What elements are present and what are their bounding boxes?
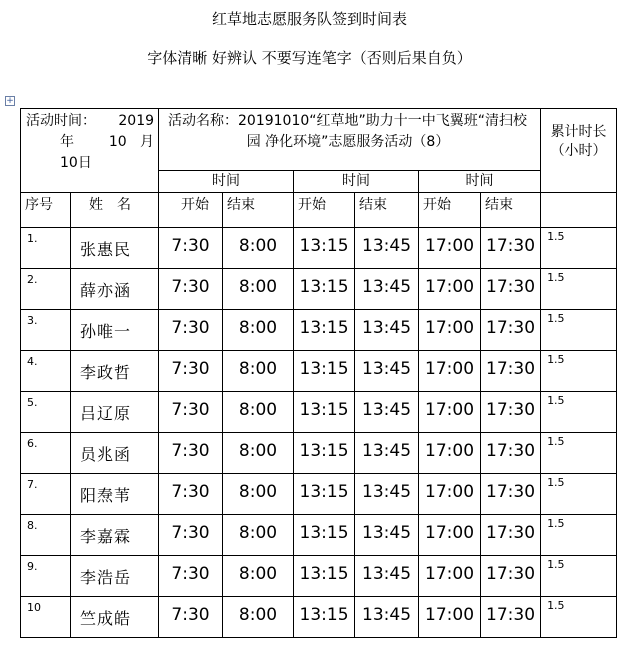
end-time-2: 13:45 (355, 474, 419, 515)
seq-cell: 6. (21, 433, 71, 474)
seq-cell: 1. (21, 228, 71, 269)
seq-cell: 10 (21, 597, 71, 638)
total-hours-blank (541, 193, 617, 228)
end-time-1: 8:00 (223, 228, 294, 269)
start-time-3: 17:00 (419, 515, 481, 556)
seq-cell: 9. (21, 556, 71, 597)
activity-name-line2: 园 净化环境”志愿服务活动（8） (246, 134, 450, 150)
end-time-1: 8:00 (223, 515, 294, 556)
start-time-1: 7:30 (159, 597, 223, 638)
name-cell: 李浩岳 (71, 556, 159, 597)
total-hours-label: 累计时长 (550, 124, 607, 140)
hours-cell: 1.5 (541, 310, 617, 351)
hours-cell: 1.5 (541, 433, 617, 474)
end-header-2: 结束 (355, 193, 419, 228)
end-time-1: 8:00 (223, 351, 294, 392)
start-time-2: 13:15 (294, 269, 355, 310)
hours-cell: 1.5 (541, 228, 617, 269)
name-cell: 李政哲 (71, 351, 159, 392)
seq-cell: 7. (21, 474, 71, 515)
seq-cell: 5. (21, 392, 71, 433)
hours-cell: 1.5 (541, 515, 617, 556)
start-time-3: 17:00 (419, 392, 481, 433)
start-time-1: 7:30 (159, 474, 223, 515)
hours-cell: 1.5 (541, 556, 617, 597)
start-time-1: 7:30 (159, 351, 223, 392)
name-header: 姓 名 (71, 193, 159, 228)
seq-cell: 2. (21, 269, 71, 310)
end-time-2: 13:45 (355, 392, 419, 433)
start-time-2: 13:15 (294, 515, 355, 556)
start-time-1: 7:30 (159, 433, 223, 474)
start-header-3: 开始 (419, 193, 481, 228)
hours-cell: 1.5 (541, 392, 617, 433)
table-row (21, 351, 617, 392)
end-time-2: 13:45 (355, 269, 419, 310)
start-time-2: 13:15 (294, 310, 355, 351)
start-time-2: 13:15 (294, 556, 355, 597)
hours-cell: 1.5 (541, 597, 617, 638)
table-row (21, 433, 617, 474)
start-time-1: 7:30 (159, 515, 223, 556)
end-time-3: 17:30 (481, 433, 541, 474)
hours-cell: 1.5 (541, 351, 617, 392)
table-row (21, 515, 617, 556)
year-value: 2019 (118, 113, 155, 129)
end-time-2: 13:45 (355, 228, 419, 269)
start-time-3: 17:00 (419, 474, 481, 515)
name-cell: 吕辽原 (71, 392, 159, 433)
end-time-2: 13:45 (355, 433, 419, 474)
sign-in-table (20, 108, 617, 638)
end-header-3: 结束 (481, 193, 541, 228)
seq-cell: 8. (21, 515, 71, 556)
name-cell: 员兆函 (71, 433, 159, 474)
end-time-3: 17:30 (481, 228, 541, 269)
start-time-2: 13:15 (294, 392, 355, 433)
end-time-1: 8:00 (223, 474, 294, 515)
seq-cell: 4. (21, 351, 71, 392)
name-cell: 李嘉霖 (71, 515, 159, 556)
end-time-2: 13:45 (355, 310, 419, 351)
time-header-2: 时间 (294, 171, 419, 193)
name-cell: 张惠民 (71, 228, 159, 269)
activity-time-label: 活动时间： (26, 113, 96, 129)
name-cell: 孙唯一 (71, 310, 159, 351)
table-row (21, 392, 617, 433)
start-time-3: 17:00 (419, 228, 481, 269)
activity-name-cell (159, 109, 541, 171)
start-time-1: 7:30 (159, 310, 223, 351)
activity-name-line1: 活动名称：20191010“红草地”助力十一中飞翼班“清扫校 (168, 113, 528, 129)
table-row (21, 474, 617, 515)
name-cell: 薛亦涵 (71, 269, 159, 310)
end-time-3: 17:30 (481, 474, 541, 515)
start-time-1: 7:30 (159, 556, 223, 597)
total-hours-unit: （小时） (550, 143, 607, 159)
end-time-3: 17:30 (481, 351, 541, 392)
hours-cell: 1.5 (541, 474, 617, 515)
start-time-3: 17:00 (419, 556, 481, 597)
start-header-1: 开始 (159, 193, 223, 228)
end-time-2: 13:45 (355, 556, 419, 597)
activity-header-row (21, 109, 617, 171)
hours-cell: 1.5 (541, 269, 617, 310)
start-time-2: 13:15 (294, 433, 355, 474)
name-cell: 阳焘苇 (71, 474, 159, 515)
name-cell: 竺成皓 (71, 597, 159, 638)
year-unit: 年 (60, 134, 74, 150)
table-row (21, 556, 617, 597)
end-time-1: 8:00 (223, 392, 294, 433)
start-time-3: 17:00 (419, 269, 481, 310)
start-time-2: 13:15 (294, 228, 355, 269)
move-anchor-icon[interactable]: + (6, 96, 14, 106)
start-time-2: 13:15 (294, 351, 355, 392)
end-time-3: 17:30 (481, 556, 541, 597)
table-row (21, 310, 617, 351)
end-time-2: 13:45 (355, 515, 419, 556)
month-value: 10 (108, 134, 127, 150)
activity-time-cell (21, 109, 159, 193)
month-unit: 月 (140, 134, 155, 150)
start-time-2: 13:15 (294, 474, 355, 515)
start-time-3: 17:00 (419, 597, 481, 638)
end-time-1: 8:00 (223, 433, 294, 474)
table-row (21, 269, 617, 310)
end-time-1: 8:00 (223, 597, 294, 638)
start-time-1: 7:30 (159, 228, 223, 269)
writing-note: 字体清晰 好辨认 不要写连笔字（否则后果自负） (147, 49, 472, 67)
start-time-1: 7:30 (159, 392, 223, 433)
end-header-1: 结束 (223, 193, 294, 228)
table-row (21, 597, 617, 638)
start-time-3: 17:00 (419, 351, 481, 392)
document-title: 红草地志愿服务队签到时间表 (211, 10, 407, 28)
total-hours-header (541, 109, 617, 193)
column-header-row (21, 193, 617, 228)
start-time-3: 17:00 (419, 433, 481, 474)
start-header-2: 开始 (294, 193, 355, 228)
time-header-3: 时间 (419, 171, 541, 193)
start-time-1: 7:30 (159, 269, 223, 310)
end-time-3: 17:30 (481, 310, 541, 351)
end-time-2: 13:45 (355, 351, 419, 392)
seq-cell: 3. (21, 310, 71, 351)
end-time-1: 8:00 (223, 269, 294, 310)
time-header-1: 时间 (159, 171, 294, 193)
start-time-3: 17:00 (419, 310, 481, 351)
end-time-3: 17:30 (481, 269, 541, 310)
start-time-2: 13:15 (294, 597, 355, 638)
end-time-1: 8:00 (223, 556, 294, 597)
seq-header: 序号 (21, 193, 71, 228)
end-time-3: 17:30 (481, 597, 541, 638)
day-text: 10日 (60, 155, 92, 171)
table-row (21, 228, 617, 269)
end-time-3: 17:30 (481, 392, 541, 433)
end-time-2: 13:45 (355, 597, 419, 638)
end-time-1: 8:00 (223, 310, 294, 351)
end-time-3: 17:30 (481, 515, 541, 556)
